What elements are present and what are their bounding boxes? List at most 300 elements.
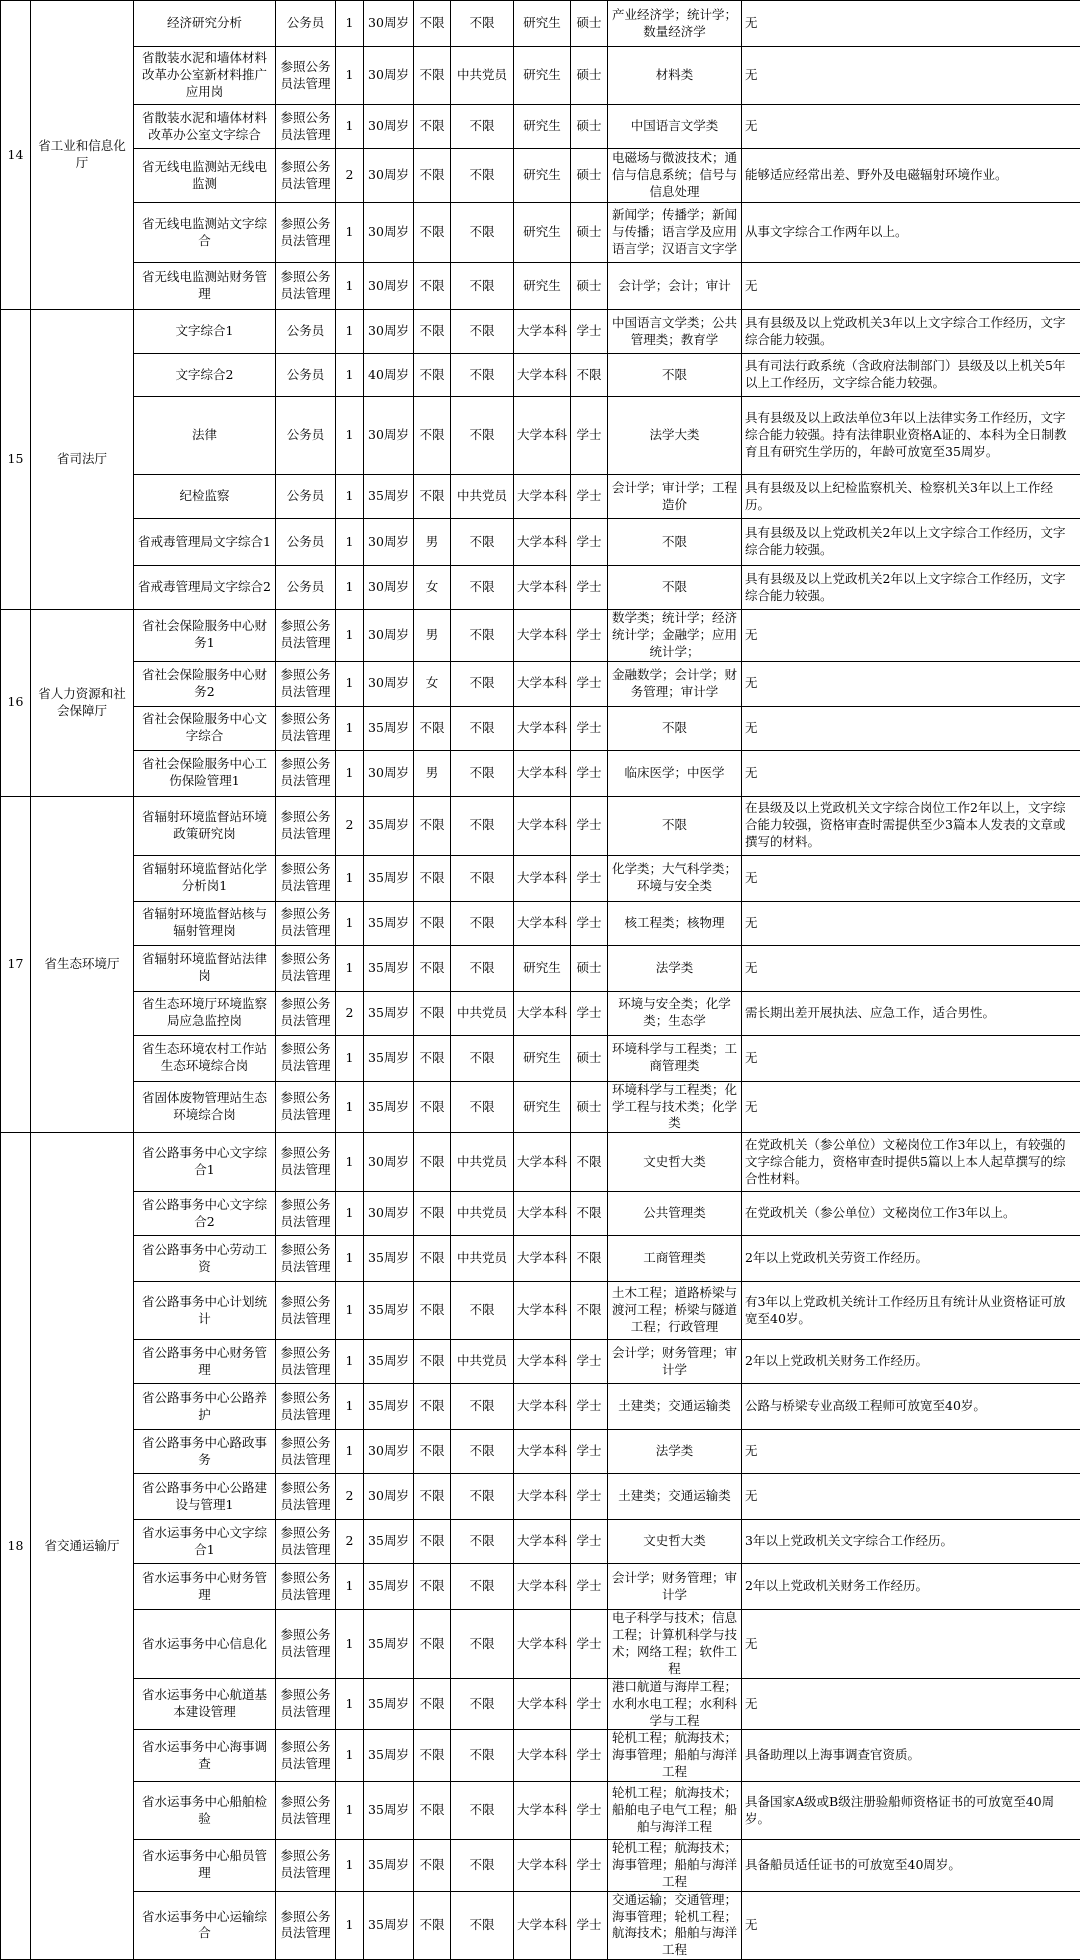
gender-cell: 不限	[414, 47, 451, 105]
other-requirements-cell: 无	[742, 1430, 1080, 1474]
education-cell: 研究生	[514, 203, 571, 263]
table-row	[1, 149, 1080, 203]
other-requirements-cell: 具有县级及以上党政机关3年以上文字综合工作经历，文字综合能力较强。	[742, 310, 1080, 354]
degree-cell: 学士	[571, 519, 608, 566]
quota-cell: 1	[336, 1035, 364, 1081]
education-cell: 大学本科	[514, 1730, 571, 1782]
quota-cell: 1	[336, 203, 364, 263]
political-status-cell: 不限	[451, 1282, 514, 1340]
degree-cell: 学士	[571, 1340, 608, 1384]
other-requirements-cell: 2年以上党政机关劳资工作经历。	[742, 1236, 1080, 1282]
gender-cell: 不限	[414, 1384, 451, 1430]
degree-cell: 不限	[571, 354, 608, 397]
position-cell: 省水运事务中心海事调查	[134, 1730, 276, 1782]
table-row	[1, 519, 1080, 566]
other-requirements-cell: 无	[742, 1, 1080, 47]
quota-cell: 1	[336, 263, 364, 310]
gender-cell: 不限	[414, 1081, 451, 1133]
political-status-cell: 不限	[451, 706, 514, 750]
education-cell: 大学本科	[514, 1282, 571, 1340]
staff-type-cell: 参照公务员法管理	[276, 1133, 336, 1192]
education-cell: 大学本科	[514, 991, 571, 1035]
political-status-cell: 不限	[451, 796, 514, 855]
political-status-cell: 不限	[451, 1430, 514, 1474]
other-requirements-cell: 具有县级及以上纪检监察机关、检察机关3年以上工作经历。	[742, 475, 1080, 519]
degree-cell: 学士	[571, 1782, 608, 1840]
degree-cell: 不限	[571, 1282, 608, 1340]
major-cell: 不限	[608, 796, 742, 855]
education-cell: 大学本科	[514, 566, 571, 610]
position-cell: 省无线电监测站文字综合	[134, 203, 276, 263]
table-body	[1, 1, 1080, 1960]
major-cell: 电磁场与微波技术；通信与信息系统；信号与信息处理	[608, 149, 742, 203]
position-cell: 省水运事务中心船舶检验	[134, 1782, 276, 1840]
table-row	[1, 1430, 1080, 1474]
major-cell: 产业经济学；统计学；数量经济学	[608, 1, 742, 47]
table-row	[1, 1236, 1080, 1282]
table-row	[1, 1782, 1080, 1840]
degree-cell: 学士	[571, 1474, 608, 1520]
table-row	[1, 566, 1080, 610]
major-cell: 会计学；审计学；工程造价	[608, 475, 742, 519]
quota-cell: 1	[336, 1430, 364, 1474]
table-row	[1, 475, 1080, 519]
gender-cell: 不限	[414, 1520, 451, 1564]
degree-cell: 学士	[571, 1520, 608, 1564]
position-cell: 省散装水泥和墙体材料改革办公室文字综合	[134, 105, 276, 149]
age-limit-cell: 35周岁	[364, 1236, 414, 1282]
age-limit-cell: 30周岁	[364, 661, 414, 706]
degree-cell: 硕士	[571, 47, 608, 105]
quota-cell: 1	[336, 945, 364, 991]
age-limit-cell: 35周岁	[364, 1840, 414, 1892]
quota-cell: 1	[336, 1840, 364, 1892]
quota-cell: 1	[336, 661, 364, 706]
table-row	[1, 1384, 1080, 1430]
education-cell: 大学本科	[514, 1192, 571, 1236]
degree-cell: 学士	[571, 1430, 608, 1474]
degree-cell: 不限	[571, 1133, 608, 1192]
quota-cell: 2	[336, 1520, 364, 1564]
position-cell: 省公路事务中心财务管理	[134, 1340, 276, 1384]
position-cell: 省水运事务中心财务管理	[134, 1564, 276, 1610]
other-requirements-cell: 无	[742, 610, 1080, 662]
position-cell: 省公路事务中心路政事务	[134, 1430, 276, 1474]
political-status-cell: 不限	[451, 661, 514, 706]
position-cell: 省辐射环境监督站法律岗	[134, 945, 276, 991]
position-cell: 省水运事务中心运输综合	[134, 1891, 276, 1960]
group-number-cell: 17	[1, 796, 31, 1133]
education-cell: 大学本科	[514, 1133, 571, 1192]
position-cell: 文字综合2	[134, 354, 276, 397]
position-cell: 省公路事务中心劳动工资	[134, 1236, 276, 1282]
education-cell: 大学本科	[514, 610, 571, 662]
staff-type-cell: 参照公务员法管理	[276, 1891, 336, 1960]
other-requirements-cell: 无	[742, 1610, 1080, 1679]
gender-cell: 不限	[414, 1035, 451, 1081]
other-requirements-cell: 无	[742, 1035, 1080, 1081]
political-status-cell: 中共党员	[451, 1236, 514, 1282]
gender-cell: 不限	[414, 354, 451, 397]
education-cell: 大学本科	[514, 310, 571, 354]
quota-cell: 2	[336, 149, 364, 203]
gender-cell: 不限	[414, 945, 451, 991]
political-status-cell: 中共党员	[451, 475, 514, 519]
age-limit-cell: 35周岁	[364, 1678, 414, 1730]
age-limit-cell: 35周岁	[364, 1035, 414, 1081]
other-requirements-cell: 在党政机关（参公单位）文秘岗位工作3年以上，有较强的文字综合能力，资格审查时提供5篇以上本人起草撰写的综合性材料。	[742, 1133, 1080, 1192]
major-cell: 会计学；财务管理；审计学	[608, 1564, 742, 1610]
political-status-cell: 不限	[451, 566, 514, 610]
quota-cell: 1	[336, 610, 364, 662]
other-requirements-cell: 3年以上党政机关文字综合工作经历。	[742, 1520, 1080, 1564]
table-row	[1, 310, 1080, 354]
gender-cell: 男	[414, 750, 451, 796]
table-row	[1, 991, 1080, 1035]
table-row	[1, 855, 1080, 901]
political-status-cell: 不限	[451, 1730, 514, 1782]
other-requirements-cell: 无	[742, 901, 1080, 945]
political-status-cell: 中共党员	[451, 47, 514, 105]
table-row	[1, 750, 1080, 796]
gender-cell: 不限	[414, 310, 451, 354]
age-limit-cell: 30周岁	[364, 1133, 414, 1192]
age-limit-cell: 35周岁	[364, 706, 414, 750]
position-cell: 省水运事务中心信息化	[134, 1610, 276, 1679]
age-limit-cell: 35周岁	[364, 1610, 414, 1679]
staff-type-cell: 参照公务员法管理	[276, 1520, 336, 1564]
gender-cell: 不限	[414, 1133, 451, 1192]
gender-cell: 不限	[414, 1340, 451, 1384]
education-cell: 大学本科	[514, 750, 571, 796]
position-cell: 省公路事务中心公路养护	[134, 1384, 276, 1430]
quota-cell: 1	[336, 901, 364, 945]
political-status-cell: 不限	[451, 1840, 514, 1892]
position-cell: 省社会保险服务中心财务2	[134, 661, 276, 706]
age-limit-cell: 30周岁	[364, 610, 414, 662]
gender-cell: 不限	[414, 1610, 451, 1679]
quota-cell: 1	[336, 1133, 364, 1192]
position-cell: 省公路事务中心公路建设与管理1	[134, 1474, 276, 1520]
education-cell: 大学本科	[514, 1610, 571, 1679]
other-requirements-cell: 无	[742, 661, 1080, 706]
education-cell: 大学本科	[514, 1430, 571, 1474]
age-limit-cell: 35周岁	[364, 945, 414, 991]
table-row	[1, 945, 1080, 991]
quota-cell: 1	[336, 1192, 364, 1236]
major-cell: 环境科学与工程类；工商管理类	[608, 1035, 742, 1081]
quota-cell: 1	[336, 105, 364, 149]
table-row	[1, 661, 1080, 706]
table-row	[1, 1891, 1080, 1960]
other-requirements-cell: 有3年以上党政机关统计工作经历且有统计从业资格证可放宽至40岁。	[742, 1282, 1080, 1340]
age-limit-cell: 30周岁	[364, 105, 414, 149]
political-status-cell: 不限	[451, 1520, 514, 1564]
quota-cell: 1	[336, 750, 364, 796]
education-cell: 大学本科	[514, 354, 571, 397]
staff-type-cell: 参照公务员法管理	[276, 661, 336, 706]
gender-cell: 不限	[414, 1474, 451, 1520]
other-requirements-cell: 具备助理以上海事调查官资质。	[742, 1730, 1080, 1782]
quota-cell: 1	[336, 1081, 364, 1133]
education-cell: 大学本科	[514, 855, 571, 901]
age-limit-cell: 35周岁	[364, 1782, 414, 1840]
department-cell: 省人力资源和社会保障厅	[31, 610, 134, 797]
political-status-cell: 不限	[451, 1678, 514, 1730]
political-status-cell: 中共党员	[451, 991, 514, 1035]
staff-type-cell: 参照公务员法管理	[276, 1340, 336, 1384]
age-limit-cell: 35周岁	[364, 796, 414, 855]
department-cell: 省生态环境厅	[31, 796, 134, 1133]
age-limit-cell: 35周岁	[364, 1282, 414, 1340]
major-cell: 电子科学与技术；信息工程；计算机科学与技术；网络工程；软件工程	[608, 1610, 742, 1679]
other-requirements-cell: 无	[742, 1081, 1080, 1133]
degree-cell: 不限	[571, 1192, 608, 1236]
major-cell: 法学类	[608, 945, 742, 991]
degree-cell: 硕士	[571, 149, 608, 203]
other-requirements-cell: 2年以上党政机关财务工作经历。	[742, 1564, 1080, 1610]
other-requirements-cell: 无	[742, 47, 1080, 105]
education-cell: 研究生	[514, 1, 571, 47]
age-limit-cell: 35周岁	[364, 901, 414, 945]
major-cell: 文史哲大类	[608, 1133, 742, 1192]
quota-cell: 1	[336, 1891, 364, 1960]
gender-cell: 不限	[414, 1782, 451, 1840]
table-row	[1, 706, 1080, 750]
position-cell: 省公路事务中心文字综合2	[134, 1192, 276, 1236]
age-limit-cell: 35周岁	[364, 1081, 414, 1133]
political-status-cell: 不限	[451, 1474, 514, 1520]
position-cell: 省水运事务中心船员管理	[134, 1840, 276, 1892]
table-row	[1, 1081, 1080, 1133]
degree-cell: 学士	[571, 855, 608, 901]
position-cell: 省公路事务中心文字综合1	[134, 1133, 276, 1192]
gender-cell: 不限	[414, 1192, 451, 1236]
political-status-cell: 不限	[451, 354, 514, 397]
political-status-cell: 不限	[451, 263, 514, 310]
other-requirements-cell: 具备国家A级或B级注册验船师资格证书的可放宽至40周岁。	[742, 1782, 1080, 1840]
staff-type-cell: 参照公务员法管理	[276, 1730, 336, 1782]
quota-cell: 1	[336, 855, 364, 901]
position-cell: 省水运事务中心航道基本建设管理	[134, 1678, 276, 1730]
age-limit-cell: 30周岁	[364, 1430, 414, 1474]
education-cell: 大学本科	[514, 796, 571, 855]
degree-cell: 学士	[571, 475, 608, 519]
other-requirements-cell: 无	[742, 1891, 1080, 1960]
political-status-cell: 不限	[451, 1035, 514, 1081]
other-requirements-cell: 在党政机关（参公单位）文秘岗位工作3年以上。	[742, 1192, 1080, 1236]
position-cell: 省生态环境厅环境监察局应急监控岗	[134, 991, 276, 1035]
political-status-cell: 不限	[451, 1081, 514, 1133]
quota-cell: 1	[336, 1782, 364, 1840]
political-status-cell: 不限	[451, 397, 514, 475]
other-requirements-cell: 无	[742, 1474, 1080, 1520]
other-requirements-cell: 能够适应经常出差、野外及电磁辐射环境作业。	[742, 149, 1080, 203]
group-number-cell: 15	[1, 310, 31, 610]
position-cell: 省散装水泥和墙体材料改革办公室新材料推广应用岗	[134, 47, 276, 105]
position-cell: 经济研究分析	[134, 1, 276, 47]
political-status-cell: 中共党员	[451, 1133, 514, 1192]
degree-cell: 硕士	[571, 1, 608, 47]
degree-cell: 硕士	[571, 203, 608, 263]
education-cell: 大学本科	[514, 1340, 571, 1384]
degree-cell: 硕士	[571, 1081, 608, 1133]
major-cell: 新闻学；传播学；新闻与传播；语言学及应用语言学；汉语言文字学	[608, 203, 742, 263]
quota-cell: 1	[336, 1384, 364, 1430]
education-cell: 研究生	[514, 263, 571, 310]
education-cell: 大学本科	[514, 661, 571, 706]
education-cell: 大学本科	[514, 706, 571, 750]
age-limit-cell: 30周岁	[364, 519, 414, 566]
gender-cell: 不限	[414, 397, 451, 475]
table-row	[1, 203, 1080, 263]
staff-type-cell: 参照公务员法管理	[276, 1430, 336, 1474]
major-cell: 土木工程；道路桥梁与渡河工程；桥梁与隧道工程；行政管理	[608, 1282, 742, 1340]
gender-cell: 不限	[414, 475, 451, 519]
staff-type-cell: 参照公务员法管理	[276, 1564, 336, 1610]
position-cell: 省社会保险服务中心工伤保险管理1	[134, 750, 276, 796]
education-cell: 大学本科	[514, 1564, 571, 1610]
table-row	[1, 1678, 1080, 1730]
major-cell: 交通运输；交通管理；海事管理；轮机工程；航海技术；船舶与海洋工程	[608, 1891, 742, 1960]
major-cell: 会计学；财务管理；审计学	[608, 1340, 742, 1384]
other-requirements-cell: 具有县级及以上党政机关2年以上文字综合工作经历，文字综合能力较强。	[742, 566, 1080, 610]
age-limit-cell: 40周岁	[364, 354, 414, 397]
degree-cell: 硕士	[571, 105, 608, 149]
staff-type-cell: 参照公务员法管理	[276, 1782, 336, 1840]
position-cell: 法律	[134, 397, 276, 475]
degree-cell: 硕士	[571, 1035, 608, 1081]
education-cell: 研究生	[514, 149, 571, 203]
education-cell: 大学本科	[514, 1678, 571, 1730]
degree-cell: 学士	[571, 1840, 608, 1892]
political-status-cell: 不限	[451, 1564, 514, 1610]
major-cell: 不限	[608, 519, 742, 566]
staff-type-cell: 参照公务员法管理	[276, 1236, 336, 1282]
major-cell: 轮机工程；航海技术；船舶电子电气工程；船舶与海洋工程	[608, 1782, 742, 1840]
degree-cell: 学士	[571, 661, 608, 706]
major-cell: 公共管理类	[608, 1192, 742, 1236]
age-limit-cell: 35周岁	[364, 1340, 414, 1384]
political-status-cell: 不限	[451, 750, 514, 796]
gender-cell: 不限	[414, 901, 451, 945]
major-cell: 文史哲大类	[608, 1520, 742, 1564]
gender-cell: 女	[414, 566, 451, 610]
major-cell: 港口航道与海岸工程；水利水电工程；水利科学与工程	[608, 1678, 742, 1730]
education-cell: 大学本科	[514, 397, 571, 475]
gender-cell: 不限	[414, 1840, 451, 1892]
table-row	[1, 1, 1080, 47]
position-cell: 省无线电监测站财务管理	[134, 263, 276, 310]
political-status-cell: 不限	[451, 105, 514, 149]
staff-type-cell: 参照公务员法管理	[276, 1192, 336, 1236]
major-cell: 土建类；交通运输类	[608, 1474, 742, 1520]
quota-cell: 1	[336, 1236, 364, 1282]
staff-type-cell: 公务员	[276, 397, 336, 475]
political-status-cell: 中共党员	[451, 1340, 514, 1384]
age-limit-cell: 30周岁	[364, 1192, 414, 1236]
political-status-cell: 不限	[451, 610, 514, 662]
staff-type-cell: 参照公务员法管理	[276, 1840, 336, 1892]
quota-cell: 2	[336, 1474, 364, 1520]
position-cell: 省辐射环境监督站化学分析岗1	[134, 855, 276, 901]
gender-cell: 不限	[414, 1236, 451, 1282]
degree-cell: 学士	[571, 706, 608, 750]
degree-cell: 学士	[571, 1891, 608, 1960]
quota-cell: 2	[336, 796, 364, 855]
gender-cell: 不限	[414, 1430, 451, 1474]
position-cell: 省辐射环境监督站核与辐射管理岗	[134, 901, 276, 945]
political-status-cell: 不限	[451, 1384, 514, 1430]
other-requirements-cell: 公路与桥梁专业高级工程师可放宽至40岁。	[742, 1384, 1080, 1430]
age-limit-cell: 35周岁	[364, 1891, 414, 1960]
political-status-cell: 不限	[451, 1610, 514, 1679]
table-row	[1, 796, 1080, 855]
staff-type-cell: 参照公务员法管理	[276, 796, 336, 855]
degree-cell: 学士	[571, 901, 608, 945]
gender-cell: 不限	[414, 149, 451, 203]
position-cell: 省固体废物管理站生态环境综合岗	[134, 1081, 276, 1133]
position-cell: 省社会保险服务中心文字综合	[134, 706, 276, 750]
education-cell: 大学本科	[514, 1840, 571, 1892]
department-cell: 省交通运输厅	[31, 1133, 134, 1960]
political-status-cell: 中共党员	[451, 1192, 514, 1236]
other-requirements-cell: 无	[742, 706, 1080, 750]
political-status-cell: 不限	[451, 1891, 514, 1960]
political-status-cell: 不限	[451, 149, 514, 203]
degree-cell: 学士	[571, 1610, 608, 1679]
table-row	[1, 1840, 1080, 1892]
quota-cell: 1	[336, 475, 364, 519]
political-status-cell: 不限	[451, 1782, 514, 1840]
age-limit-cell: 30周岁	[364, 750, 414, 796]
degree-cell: 学士	[571, 610, 608, 662]
age-limit-cell: 35周岁	[364, 1730, 414, 1782]
education-cell: 研究生	[514, 1035, 571, 1081]
position-cell: 省戒毒管理局文字综合2	[134, 566, 276, 610]
political-status-cell: 不限	[451, 310, 514, 354]
other-requirements-cell: 具有县级及以上政法单位3年以上法律实务工作经历，文字综合能力较强。持有法律职业资格A证的、本科为全日制教育且有研究生学历的，年龄可放宽至35周岁。	[742, 397, 1080, 475]
degree-cell: 学士	[571, 566, 608, 610]
gender-cell: 不限	[414, 855, 451, 901]
gender-cell: 不限	[414, 1678, 451, 1730]
position-cell: 省公路事务中心计划统计	[134, 1282, 276, 1340]
major-cell: 金融数学；会计学；财务管理；审计学	[608, 661, 742, 706]
education-cell: 研究生	[514, 47, 571, 105]
other-requirements-cell: 无	[742, 1678, 1080, 1730]
age-limit-cell: 30周岁	[364, 149, 414, 203]
other-requirements-cell: 无	[742, 263, 1080, 310]
quota-cell: 1	[336, 706, 364, 750]
gender-cell: 不限	[414, 1730, 451, 1782]
degree-cell: 硕士	[571, 945, 608, 991]
gender-cell: 不限	[414, 1891, 451, 1960]
department-cell: 省司法厅	[31, 310, 134, 610]
position-cell: 省无线电监测站无线电监测	[134, 149, 276, 203]
major-cell: 不限	[608, 354, 742, 397]
age-limit-cell: 30周岁	[364, 397, 414, 475]
staff-type-cell: 公务员	[276, 1, 336, 47]
quota-cell: 1	[336, 1, 364, 47]
age-limit-cell: 35周岁	[364, 855, 414, 901]
gender-cell: 不限	[414, 1282, 451, 1340]
quota-cell: 1	[336, 47, 364, 105]
quota-cell: 1	[336, 310, 364, 354]
staff-type-cell: 公务员	[276, 354, 336, 397]
major-cell: 中国语言文学类	[608, 105, 742, 149]
quota-cell: 1	[336, 1564, 364, 1610]
position-cell: 省社会保险服务中心财务1	[134, 610, 276, 662]
